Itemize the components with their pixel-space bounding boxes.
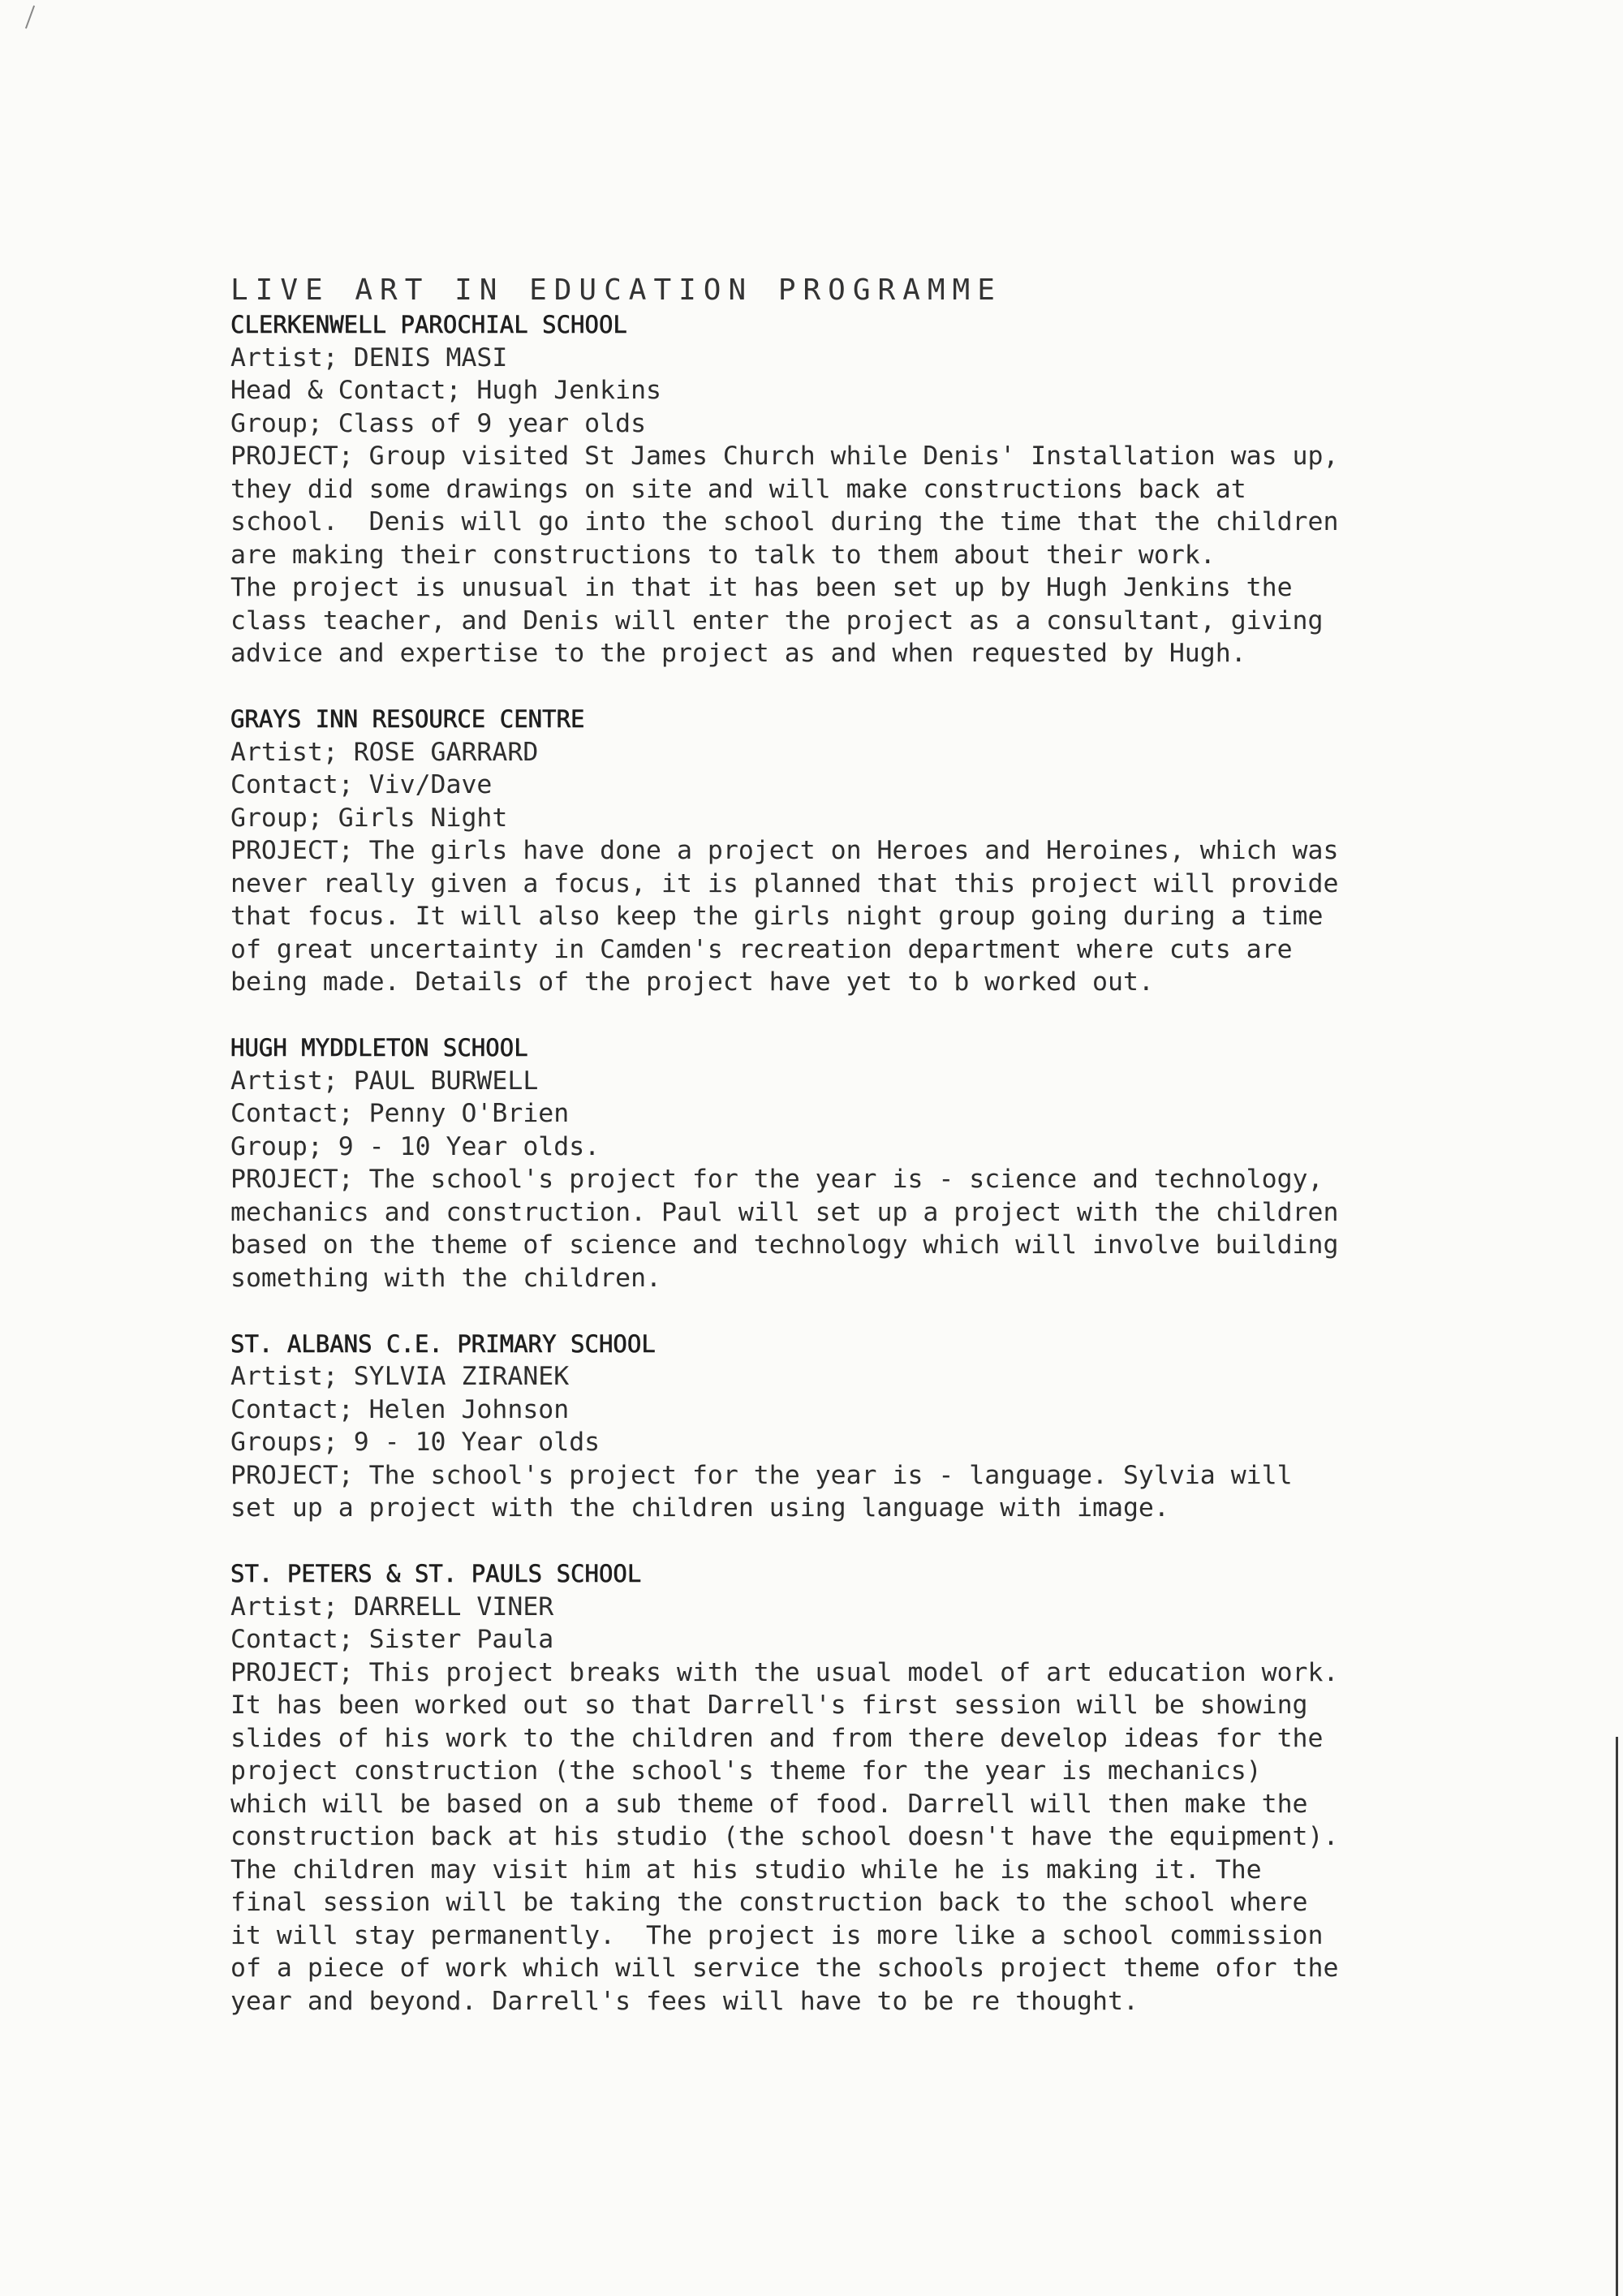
section-text-line: final session will be taking the construction back to the school where [230, 1888, 1308, 1917]
section-text-line: class teacher, and Denis will enter the project as a consultant, giving [230, 605, 1324, 635]
section-text-line: Contact; Viv/Dave [230, 770, 493, 799]
section-text-line: project construction (the school's theme for the year is mechanics) [230, 1756, 1262, 1786]
section-text-line: which will be based on a sub theme of food. Darrell will then make the [230, 1789, 1308, 1819]
section-heading: HUGH MYDDLETON SCHOOL [230, 1034, 528, 1062]
section-text-line: year and beyond. Darrell's fees will have to be re thought. [230, 1986, 1139, 2016]
document-title: LIVE ART IN EDUCATION PROGRAMME [230, 274, 1002, 307]
section-text-line: based on the theme of science and technology which will involve building [230, 1230, 1339, 1260]
section-text-line: construction back at his studio (the school doesn't have the equipment). [230, 1822, 1339, 1851]
section-text-line: they did some drawings on site and will make constructions back at [230, 474, 1246, 504]
section-text-line: Artist; SYLVIA ZIRANEK [230, 1362, 570, 1391]
section-text-line: PROJECT; Group visited St James Church while Denis' Installation was up, [230, 442, 1339, 471]
section-text-line: Contact; Helen Johnson [230, 1394, 570, 1424]
section-text-line: Group; 9 - 10 Year olds. [230, 1131, 601, 1161]
section-text-line: It has been worked out so that Darrell's first session will be showing [230, 1691, 1308, 1720]
document-section [230, 1328, 1594, 1525]
section-text-line: The children may visit him at his studio while he is making it. The [230, 1854, 1262, 1885]
section-text-line: Artist; PAUL BURWELL [230, 1066, 539, 1096]
section-text-line: Contact; Penny O'Brien [230, 1099, 570, 1128]
document-section [230, 308, 1594, 670]
section-text-line: PROJECT; The girls have done a project on Heroes and Heroines, which was [230, 836, 1339, 865]
section-text-line: Head & Contact; Hugh Jenkins [230, 376, 662, 405]
section-text-line: are making their constructions to talk to them about their work. [230, 540, 1216, 570]
section-heading: GRAYS INN RESOURCE CENTRE [230, 705, 585, 733]
scan-mark [25, 6, 35, 29]
section-heading: CLERKENWELL PAROCHIAL SCHOOL [230, 311, 627, 338]
document-body [230, 273, 1594, 2051]
section-text-line: something with the children. [230, 1263, 662, 1293]
section-text-line: The project is unusual in that it has been set up by Hugh Jenkins the [230, 573, 1293, 602]
section-text-line: that focus. It will also keep the girls night group going during a time [230, 902, 1324, 931]
section-text-line: advice and expertise to the project as and when requested by Hugh. [230, 639, 1246, 668]
section-text-line: being made. Details of the project have yet to b worked out. [230, 967, 1154, 997]
section-text-line: it will stay permanently. The project is more like a school commission [230, 1920, 1324, 1950]
section-text-line: of a piece of work which will service the schools project theme ofor the [230, 1954, 1339, 1983]
section-heading: ST. PETERS & ST. PAULS SCHOOL [230, 1560, 642, 1587]
document-section [230, 703, 1594, 999]
section-text-line: never really given a focus, it is planned that this project will provide [230, 868, 1339, 898]
section-text-line: Groups; 9 - 10 Year olds [230, 1428, 601, 1457]
section-text-line: of great uncertainty in Camden's recreation department where cuts are [230, 934, 1293, 964]
section-text-line: PROJECT; This project breaks with the usual model of art education work. [230, 1657, 1339, 1687]
section-text-line: school. Denis will go into the school during the time that the children [230, 507, 1339, 536]
document-section [230, 1032, 1594, 1294]
sections-container [230, 308, 1594, 2018]
page-edge-shadow [1616, 1737, 1618, 2296]
section-text-line: Group; Class of 9 year olds [230, 408, 647, 438]
section-text-line: mechanics and construction. Paul will set up a project with the children [230, 1197, 1339, 1227]
section-text-line: Artist; ROSE GARRARD [230, 737, 539, 767]
section-text-line: Artist; DARRELL VINER [230, 1592, 554, 1622]
document-section [230, 1557, 1594, 2018]
section-text-line: PROJECT; The school's project for the year is - science and technology, [230, 1165, 1324, 1194]
section-heading: ST. ALBANS C.E. PRIMARY SCHOOL [230, 1329, 656, 1358]
section-text-line: Contact; Sister Paula [230, 1625, 554, 1654]
section-text-line: set up a project with the children using language with image. [230, 1493, 1169, 1523]
section-text-line: Group; Girls Night [230, 803, 508, 833]
section-text-line: PROJECT; The school's project for the year is - language. Sylvia will [230, 1460, 1293, 1490]
section-text-line: Artist; DENIS MASI [230, 342, 508, 373]
section-text-line: slides of his work to the children and from there develop ideas for the [230, 1723, 1324, 1753]
